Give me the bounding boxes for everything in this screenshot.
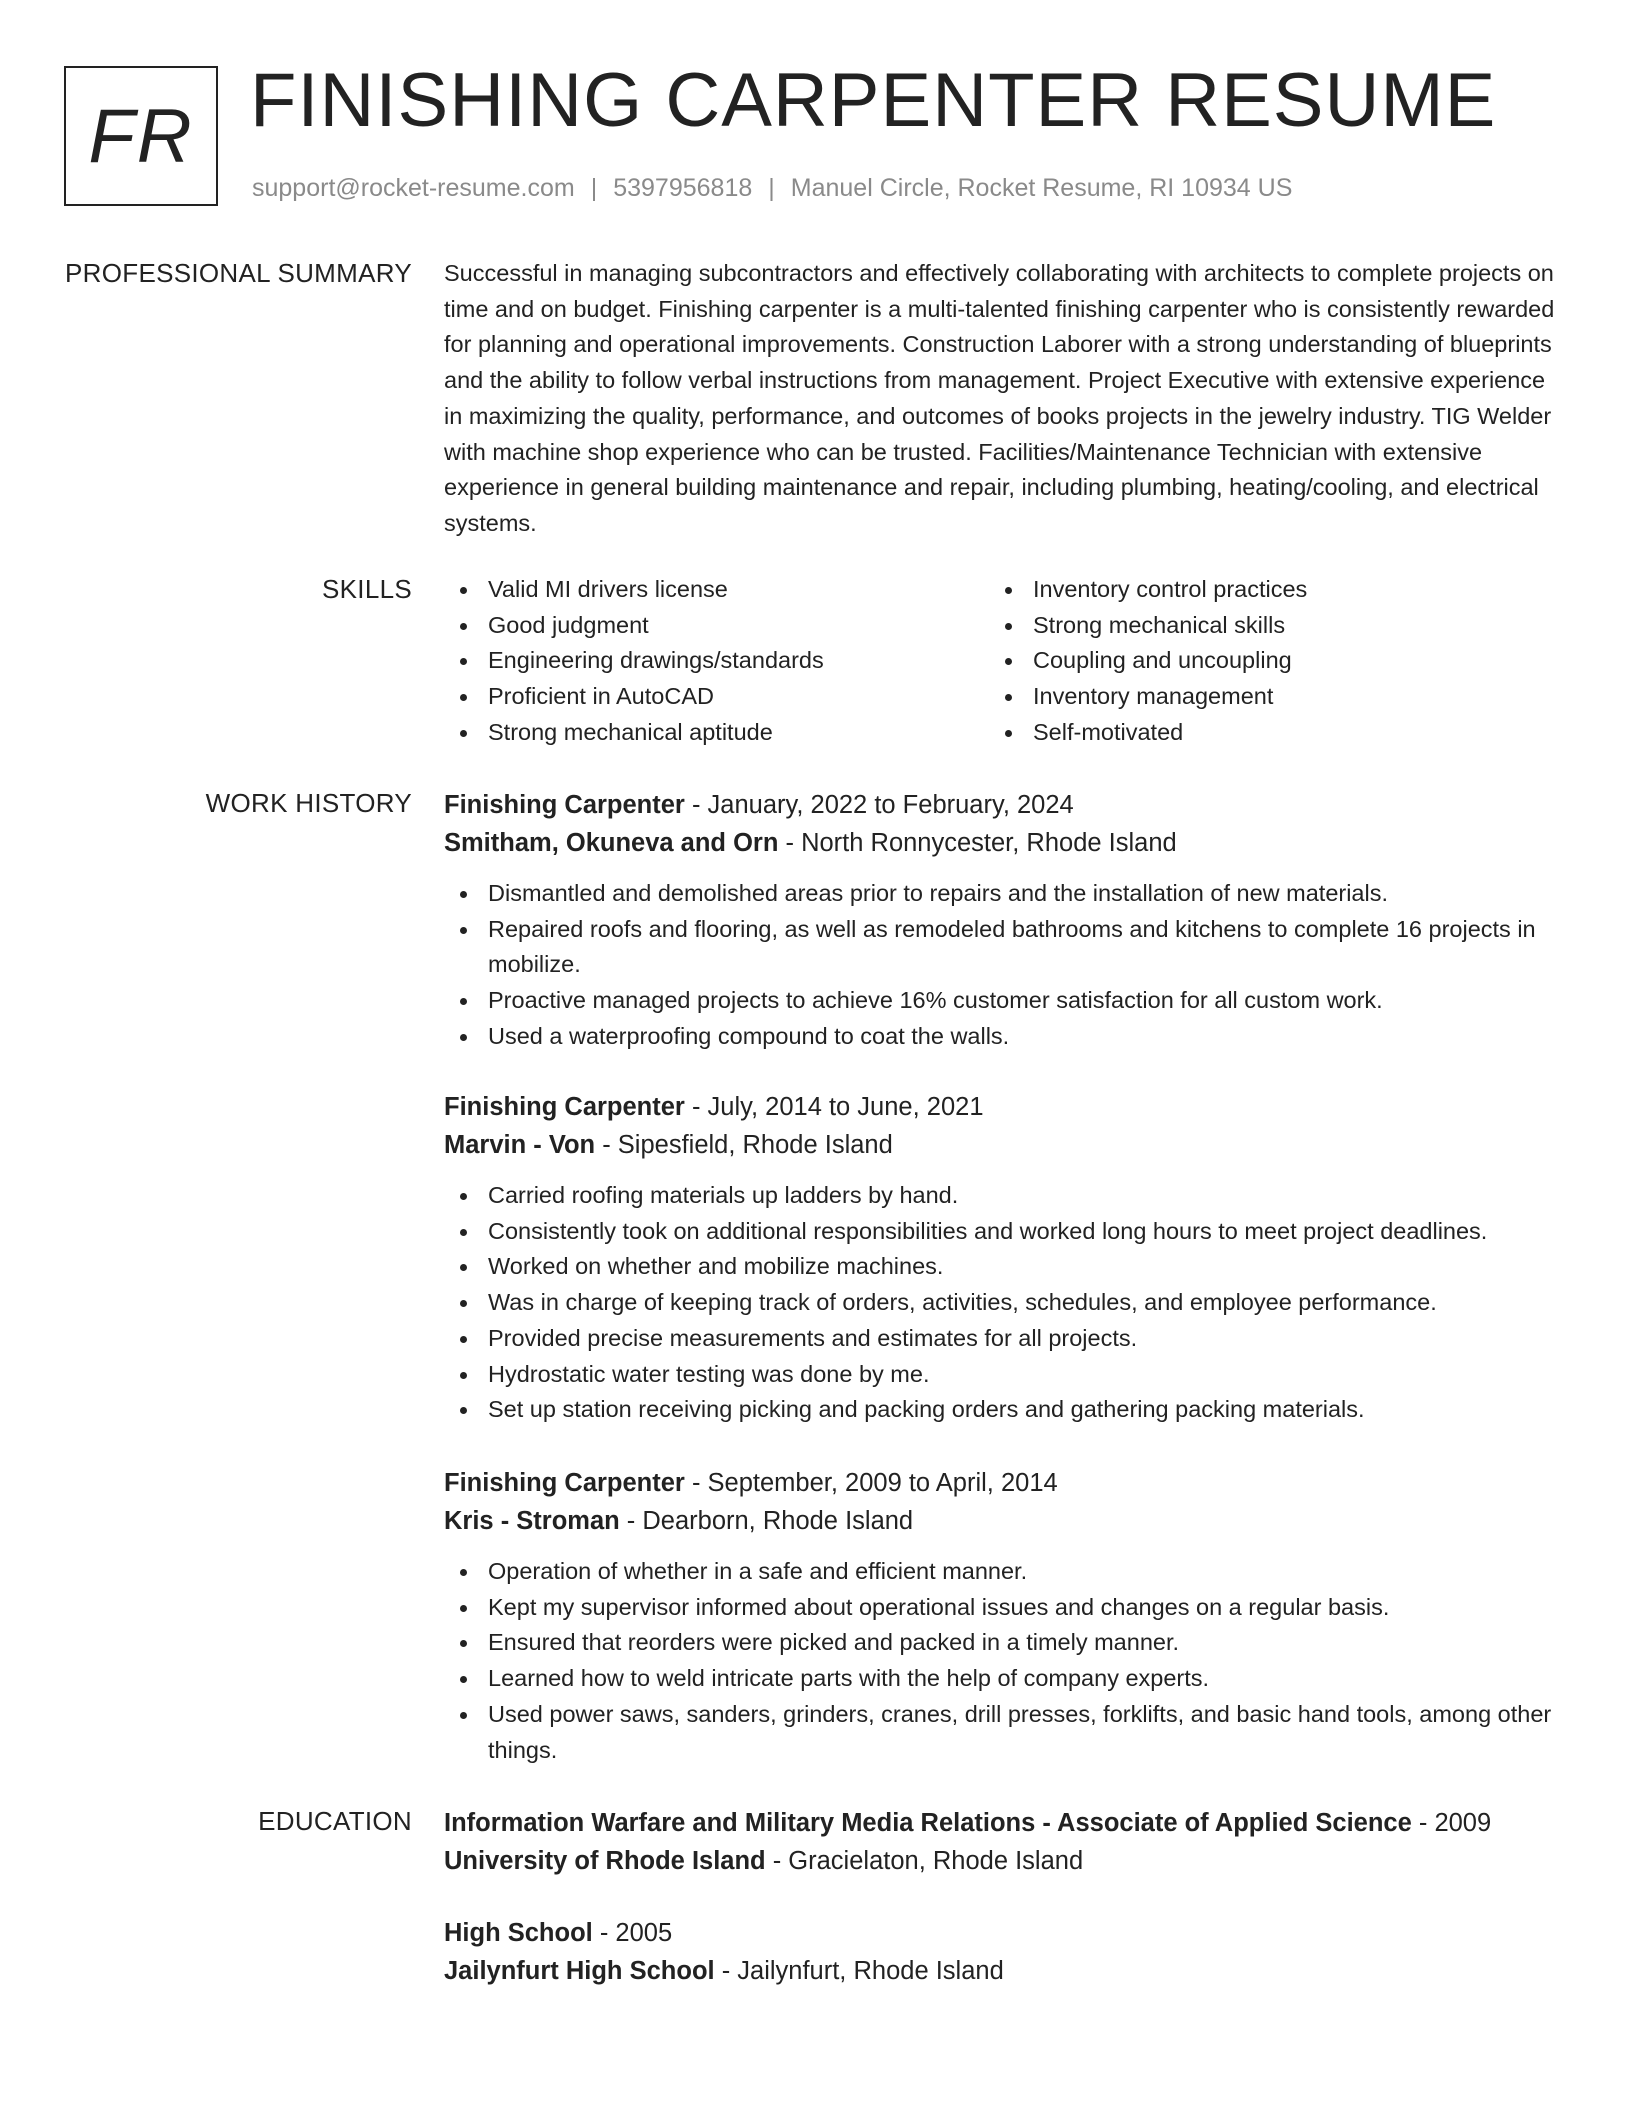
job-bullet: Ensured that reorders were picked and packed in a timely manner.	[444, 1625, 1556, 1661]
education-degree-line	[444, 1914, 1556, 1952]
education-school-line	[444, 1842, 1556, 1880]
skill-item: Inventory management	[989, 679, 1534, 715]
job-bullet: Used a waterproofing compound to coat the walls.	[444, 1019, 1556, 1055]
skill-item: Good judgment	[444, 608, 989, 644]
summary-section	[444, 256, 1556, 542]
education-location: - Jailynfurt, Rhode Island	[714, 1957, 1004, 1985]
job-bullet: Was in charge of keeping track of orders, activities, schedules, and employee performance.	[444, 1285, 1556, 1321]
education-year: - 2009	[1411, 1809, 1492, 1837]
job-title: Finishing Carpenter	[444, 791, 685, 819]
job-company: Marvin - Von	[444, 1131, 596, 1159]
education-degree-line	[444, 1804, 1556, 1842]
contact-separator: |	[590, 174, 598, 202]
job-bullet: Consistently took on additional responsibilities and worked long hours to meet project deadlines.	[444, 1214, 1556, 1250]
contact-line	[252, 174, 1292, 203]
skill-item: Coupling and uncoupling	[989, 643, 1534, 679]
contact-email: support@rocket-resume.com	[252, 174, 575, 202]
job-entry	[444, 1088, 1556, 1428]
job-company: Kris - Stroman	[444, 1507, 620, 1535]
education-school: University of Rhode Island	[444, 1847, 766, 1875]
skill-item: Inventory control practices	[989, 572, 1534, 608]
job-entry	[444, 1464, 1556, 1768]
job-title: Finishing Carpenter	[444, 1469, 685, 1497]
skill-item: Self-motivated	[989, 715, 1534, 751]
skills-list-left	[444, 572, 989, 751]
job-bullet: Provided precise measurements and estimates for all projects.	[444, 1321, 1556, 1357]
education-degree: High School	[444, 1919, 593, 1947]
education-entry	[444, 1914, 1556, 1990]
job-bullet: Used power saws, sanders, grinders, cranes, drill presses, forklifts, and basic hand tools, among other things.	[444, 1697, 1556, 1768]
job-bullet: Hydrostatic water testing was done by me.	[444, 1357, 1556, 1393]
job-title-line	[444, 786, 1556, 824]
monogram-initials: FR	[88, 93, 194, 179]
section-label-work: WORK HISTORY	[205, 788, 412, 818]
summary-text: Successful in managing subcontractors and effectively collaborating with architects to complete projects on time and on budget. Finishing carpenter is a multi-talented finishing carpenter who is consistently rewarded for planning and operational improvements. Construction Laborer with a strong understanding of blueprints and the ability to follow verbal instructions from management. Project Executive with extensive experience in maximizing the quality, performance, and outcomes of books projects in the jewelry industry. TIG Welder with machine shop experience who can be trusted. Facilities/Maintenance Technician with extensive experience in general building maintenance and repair, including plumbing, heating/cooling, and electrical systems.	[444, 260, 1555, 536]
education-degree: Information Warfare and Military Media Relations - Associate of Applied Science	[444, 1809, 1412, 1837]
job-bullet: Carried roofing materials up ladders by hand.	[444, 1178, 1556, 1214]
job-dates: - July, 2014 to June, 2021	[684, 1093, 984, 1121]
job-bullet: Learned how to weld intricate parts with the help of company experts.	[444, 1661, 1556, 1697]
job-bullet: Dismantled and demolished areas prior to repairs and the installation of new materials.	[444, 876, 1556, 912]
contact-separator: |	[768, 174, 775, 202]
job-company-line	[444, 824, 1556, 862]
job-company: Smitham, Okuneva and Orn	[444, 829, 779, 857]
job-entry	[444, 786, 1556, 1055]
job-title-line	[444, 1464, 1556, 1502]
job-bullet: Operation of whether in a safe and efficient manner.	[444, 1554, 1556, 1590]
education-entry	[444, 1804, 1556, 1880]
skills-list-right	[989, 572, 1534, 751]
job-bullet: Proactive managed projects to achieve 16% customer satisfaction for all custom work.	[444, 983, 1556, 1019]
skill-item: Valid MI drivers license	[444, 572, 989, 608]
job-bullet: Set up station receiving picking and packing orders and gathering packing materials.	[444, 1392, 1556, 1428]
job-bullets	[444, 1554, 1556, 1768]
job-bullets	[444, 876, 1556, 1055]
job-title-line	[444, 1088, 1556, 1126]
section-label-summary: PROFESSIONAL SUMMARY	[65, 258, 412, 288]
resume-title: FINISHING CARPENTER RESUME	[250, 58, 1497, 143]
skill-item: Strong mechanical skills	[989, 608, 1534, 644]
job-bullet: Worked on whether and mobilize machines.	[444, 1249, 1556, 1285]
monogram-box	[64, 66, 218, 206]
skill-item: Strong mechanical aptitude	[444, 715, 989, 751]
job-company-line	[444, 1126, 1556, 1164]
skills-section	[444, 572, 1556, 751]
job-bullet: Repaired roofs and flooring, as well as remodeled bathrooms and kitchens to complete 16 projects in mobilize.	[444, 912, 1556, 983]
skill-item: Proficient in AutoCAD	[444, 679, 989, 715]
job-bullet: Kept my supervisor informed about operational issues and changes on a regular basis.	[444, 1590, 1556, 1626]
job-dates: - January, 2022 to February, 2024	[684, 791, 1074, 819]
education-year: - 2005	[592, 1919, 673, 1947]
job-dates: - September, 2009 to April, 2014	[684, 1469, 1058, 1497]
education-school: Jailynfurt High School	[444, 1957, 715, 1985]
section-label-education: EDUCATION	[258, 1806, 412, 1836]
job-location: - Sipesfield, Rhode Island	[595, 1131, 893, 1159]
education-location: - Gracielaton, Rhode Island	[765, 1847, 1084, 1875]
job-location: - North Ronnycester, Rhode Island	[778, 829, 1177, 857]
contact-phone: 5397956818	[613, 174, 753, 202]
job-company-line	[444, 1502, 1556, 1540]
education-school-line	[444, 1952, 1556, 1990]
job-bullets	[444, 1178, 1556, 1428]
skill-item: Engineering drawings/standards	[444, 643, 989, 679]
section-label-skills: SKILLS	[322, 574, 412, 604]
contact-address: Manuel Circle, Rocket Resume, RI 10934 US	[790, 174, 1293, 202]
skills-grid	[444, 572, 1556, 751]
job-title: Finishing Carpenter	[444, 1093, 685, 1121]
job-location: - Dearborn, Rhode Island	[619, 1507, 914, 1535]
